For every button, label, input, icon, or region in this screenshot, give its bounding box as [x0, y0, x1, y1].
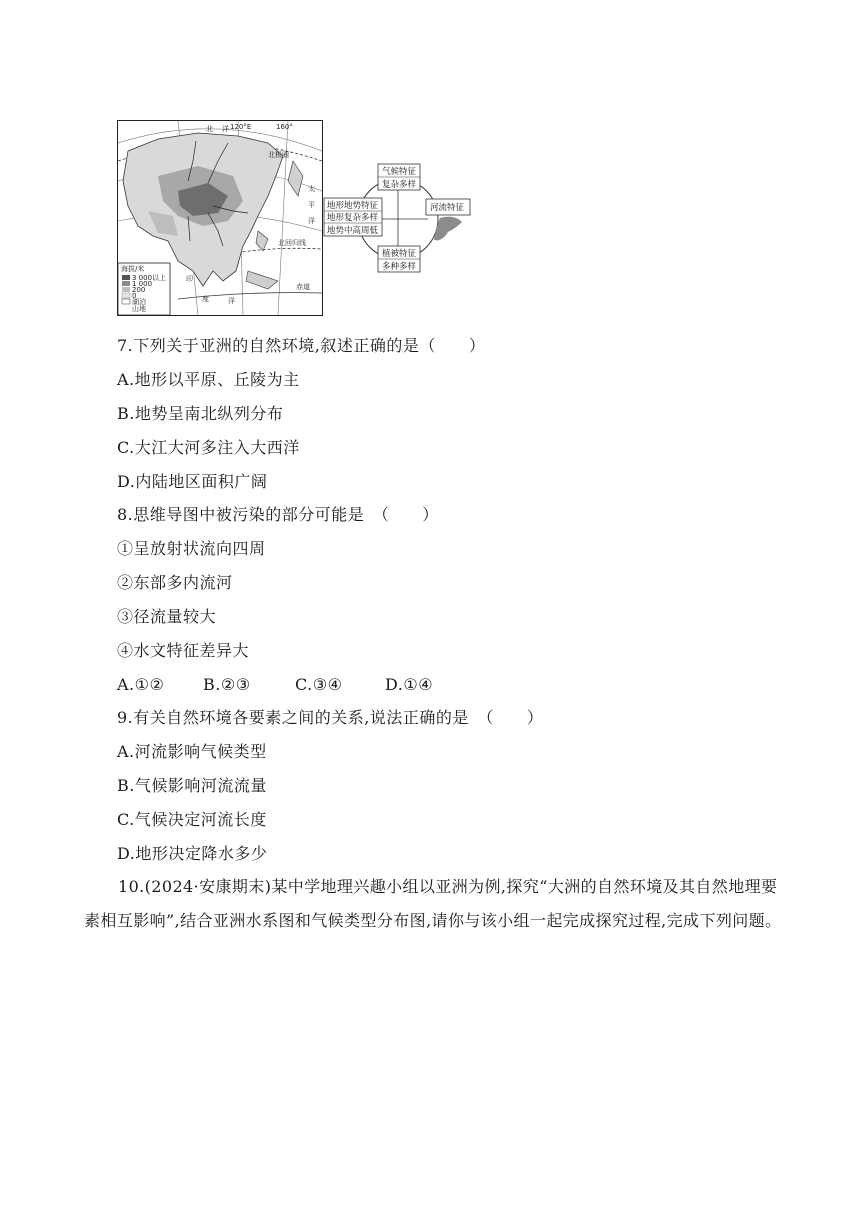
mindmap-vegetation-value: 多种多样	[382, 262, 417, 272]
legend-title: 海拔/米	[121, 265, 145, 273]
q8-item-1: ①呈放射状流向四周	[117, 539, 266, 558]
q8-option-b: B.②③	[203, 675, 251, 694]
map-label-pacific-1: 太	[308, 185, 315, 193]
q7-option-d: D.内陆地区面积广阔	[117, 472, 268, 491]
legend-item-1: 3 000以上	[132, 274, 167, 282]
map-label-lon-160: 160°	[276, 123, 293, 131]
q8-option-c: C.③④	[295, 675, 343, 694]
legend-item-5: 湖泊	[132, 298, 146, 306]
asia-terrain-map	[117, 120, 323, 316]
q9-option-b: B.气候影响河流流量	[117, 776, 267, 795]
q8-stem: 8.思维导图中被污染的部分可能是 （ ）	[117, 505, 439, 524]
mindmap-vegetation-title: 植被特征	[382, 249, 417, 259]
q9-option-a: A.河流影响气候类型	[117, 742, 267, 761]
mindmap-terrain-value1: 地形复杂多样	[327, 213, 379, 223]
map-label-tropic: 北回归线	[278, 239, 306, 247]
map-label-pacific-3: 洋	[308, 217, 315, 225]
mindmap-climate-value: 复杂多样	[382, 180, 417, 190]
map-label-arctic-circle: 北极圈	[268, 151, 289, 159]
map-label-equator: 赤道	[296, 283, 310, 291]
q7-stem: 7.下列关于亚洲的自然环境,叙述正确的是（ ）	[117, 336, 486, 355]
q8-item-3: ③径流量较大	[117, 607, 217, 626]
map-label-indian-3: 洋	[228, 297, 235, 305]
legend-item-3: 200	[132, 286, 146, 294]
q8-option-d: D.①④	[385, 675, 434, 694]
legend-item-2: 1 000	[132, 280, 153, 288]
mind-map-diagram	[322, 162, 472, 274]
q8-option-a: A.①②	[117, 675, 165, 694]
mindmap-river-title: 河流特征	[430, 203, 465, 213]
q7-option-c: C.大江大河多注入大西洋	[117, 438, 300, 457]
q7-option-b: B.地势呈南北纵列分布	[117, 404, 284, 423]
legend-item-6: 山地	[132, 305, 146, 313]
mindmap-terrain-value2: 地势中高周低	[327, 226, 379, 236]
mindmap-climate-title: 气候特征	[382, 167, 417, 177]
mindmap-terrain-title: 地形地势特征	[327, 201, 379, 211]
q7-option-a: A.地形以平原、丘陵为主	[117, 370, 300, 389]
q9-option-d: D.地形决定降水多少	[117, 844, 268, 863]
q9-option-c: C.气候决定河流长度	[117, 810, 267, 829]
map-label-pacific-2: 平	[308, 201, 315, 209]
map-label-lon-120: 120°E	[230, 123, 252, 131]
q8-options	[117, 675, 433, 695]
map-label-north: 北	[206, 125, 213, 133]
map-label-north-ocean: 洋	[222, 125, 229, 133]
q8-item-4: ④水文特征差异大	[117, 641, 250, 660]
q9-stem: 9.有关自然环境各要素之间的关系,说法正确的是 （ ）	[117, 708, 544, 727]
map-label-indian-2: 度	[202, 295, 209, 303]
figure-row	[117, 120, 477, 316]
map-label-indian-1: 印	[186, 275, 193, 283]
q10-text: 10.(2024·安康期末)某中学地理兴趣小组以亚洲为例,探究“大洲的自然环境及其自然地理要素相互影响”,结合亚洲水系图和气候类型分布图,请你与该小组一起完成探究过程,完成下列问题。	[84, 877, 782, 930]
legend-item-4: 0	[132, 292, 137, 300]
q8-item-2: ②东部多内流河	[117, 573, 233, 592]
